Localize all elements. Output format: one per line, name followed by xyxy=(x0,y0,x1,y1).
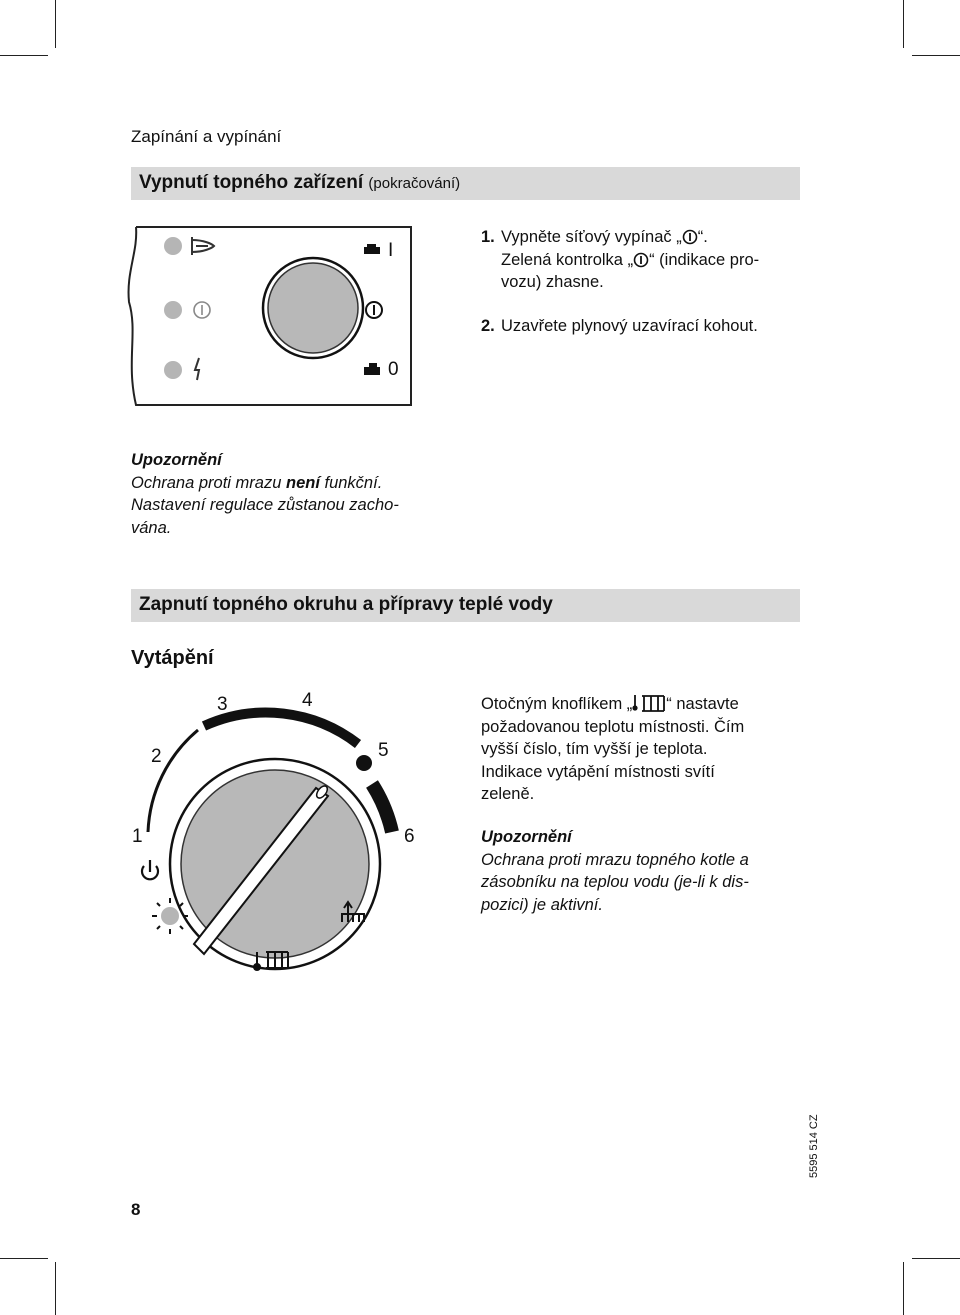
switch-on-label: I xyxy=(388,240,394,261)
standby-icon xyxy=(142,860,158,879)
control-panel-illustration xyxy=(126,222,416,412)
note-1 xyxy=(131,449,471,539)
crop-mark xyxy=(0,1258,48,1259)
note-line: Nastavení regulace zůstanou zacho- xyxy=(131,496,399,514)
power-indicator-lamp xyxy=(164,301,182,319)
note-line: zásobníku na teplou vodu (je-li k dis- xyxy=(481,873,749,891)
section-title: Zapnutí topného okruhu a přípravy teplé vody xyxy=(139,594,553,615)
room-temperature-icon xyxy=(632,694,666,712)
document-code: 5595 514 CZ xyxy=(808,1114,820,1178)
note-title: Upozornění xyxy=(131,451,222,469)
operation-icon-large xyxy=(366,302,382,318)
note-line: pozici) je aktivní. xyxy=(481,895,603,914)
note-line: Ochrana proti mrazu topného kotle a xyxy=(481,850,749,869)
operation-icon xyxy=(194,302,210,318)
switch-off-label: 0 xyxy=(388,359,399,380)
step-2 xyxy=(481,315,811,338)
burner-indicator-lamp xyxy=(164,237,182,255)
section-title-text: Vypnutí topného zařízení xyxy=(139,172,364,193)
page-number: 8 xyxy=(131,1200,141,1219)
crop-mark xyxy=(55,0,56,48)
dial-number-1: 1 xyxy=(132,826,143,847)
crop-mark xyxy=(55,1262,56,1315)
section-title-bar xyxy=(131,589,800,622)
heating-dial-illustration xyxy=(120,684,440,984)
step-number: 1. xyxy=(481,228,495,246)
note-emphasis: není xyxy=(285,473,320,492)
step-text: Vypněte síťový vypínač „ xyxy=(501,228,682,246)
step-text: “. xyxy=(697,228,708,246)
instruction-text: “ nastavte xyxy=(666,695,739,713)
note-text: Ochrana proti mrazu xyxy=(131,473,286,492)
power-switch-knob xyxy=(263,258,363,358)
instruction-line: vyšší číslo, tím vyšší je teplota. xyxy=(481,740,708,758)
heating-instructions xyxy=(481,693,811,806)
instruction-text: Otočným knoflíkem „ xyxy=(481,695,633,713)
section-title-suffix: (pokračování) xyxy=(368,175,461,192)
operation-icon xyxy=(633,252,649,268)
step-text: vozu) zhasne. xyxy=(501,273,604,291)
dial-number-5: 5 xyxy=(378,740,389,761)
section-title xyxy=(139,172,460,194)
note-line xyxy=(131,472,471,495)
switch-on-icon xyxy=(364,244,380,254)
operation-icon xyxy=(682,229,698,245)
instruction-line: požadovanou teplotu místnosti. Čím xyxy=(481,717,745,736)
dial-number-4: 4 xyxy=(302,690,313,711)
instruction-line xyxy=(481,693,811,716)
dial-number-2: 2 xyxy=(151,746,162,767)
step-number: 2. xyxy=(481,317,495,335)
instruction-line: zeleně. xyxy=(481,785,535,803)
section-title-bar xyxy=(131,167,800,200)
crop-mark xyxy=(912,1258,960,1259)
section-header: Zapínání a vypínání xyxy=(131,127,282,146)
step-1 xyxy=(481,226,811,294)
switch-off-icon xyxy=(364,363,380,375)
subheading: Vytápění xyxy=(131,647,214,669)
note-2 xyxy=(481,826,811,916)
note-line: vána. xyxy=(131,518,172,537)
instruction-line: Indikace vytápění místnosti svítí xyxy=(481,762,715,781)
fault-indicator-lamp xyxy=(164,361,182,379)
step-text: Zelená kontrolka „ xyxy=(501,250,634,269)
note-title: Upozornění xyxy=(481,828,572,846)
fault-icon xyxy=(195,358,199,380)
flame-icon xyxy=(192,237,214,255)
note-text: funkční. xyxy=(319,473,383,492)
crop-mark xyxy=(0,55,48,56)
crop-mark xyxy=(912,55,960,56)
step-text: Uzavřete plynový uzavírací kohout. xyxy=(501,317,758,335)
crop-mark xyxy=(903,1262,904,1315)
heating-indicator-lamp xyxy=(356,755,372,771)
dial-scale-arc-thickest xyxy=(372,784,392,832)
dial-number-3: 3 xyxy=(217,694,228,715)
dial-scale-arc-thick xyxy=(204,713,358,744)
crop-mark xyxy=(903,0,904,48)
dial-number-6: 6 xyxy=(404,826,415,847)
step-text: “ (indikace pro- xyxy=(649,250,760,269)
